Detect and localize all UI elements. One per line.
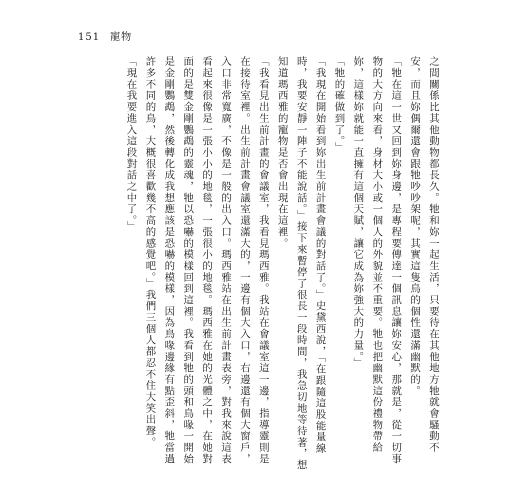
paragraph: 「我現在開始看到妳出生前計畫會議的對話了。」史黛西說，「在跟隨這股能量線時，我要安靜一陣子不能說話。」接下來暫停了很長一段時間，我急切地等待著，想知道瑪西雅的寵物是否會出現在這裡。 xyxy=(275,56,326,471)
page-number: 151 xyxy=(78,32,101,43)
paragraph: 「牠在這一世又回到妳身邊，是專程要傳達一個訊息讓妳安心，那就是，從一切事物的大方向來看，身材大小或一個人的外貌並不重要。牠也把幽默這份禮物帶給妳，這樣妳就能一直擁有這個天賦，讓它成為妳強大的力量。」 xyxy=(351,56,402,465)
paragraph: 「牠的確做到了。」 xyxy=(332,56,345,153)
paragraph: 「我看見出生前計畫的會議室，我看見瑪西雅。我站在會議室這一邊，指導靈則是在接待室裡。出生前計畫會議室還滿大的，一邊有個大入口，右邊還有個大窗戶，入口非常寬廣，不像是一般的出入口。瑪西雅站在出生前計畫表旁，對我來說這表看起來很像是一張小小的地毯，一張很小的地毯。瑪西雅在她的光體之中，在她對面的是雙金剛鸚鵡的靈魂，牠以恐嚇的模樣回到這裡。我看到牠的頭和鳥喙一開始是金剛鸚鵡，然後轉化成我想應該是恐嚇的模樣，因為鳥喙邊緣有點歪斜，牠當過許多不同的鳥，大概很喜歡幾不高的感覺吧。」我們三個人都忍不住大笑出聲。 xyxy=(143,56,269,465)
running-head xyxy=(78,28,132,43)
body-text xyxy=(121,56,442,474)
paragraph: 之間關係比其他動物都長久。牠和妳一起生活，只要待在其他地方牠就會騷動不安，而且妳偶爾還會跟牠吵吵架呢，其實這隻鳥的個性還滿幽默的。 xyxy=(408,56,439,454)
chapter-title: 寵物 xyxy=(110,32,133,43)
paragraph: 「現在我要進入這段對話之中了。」 xyxy=(124,56,137,233)
